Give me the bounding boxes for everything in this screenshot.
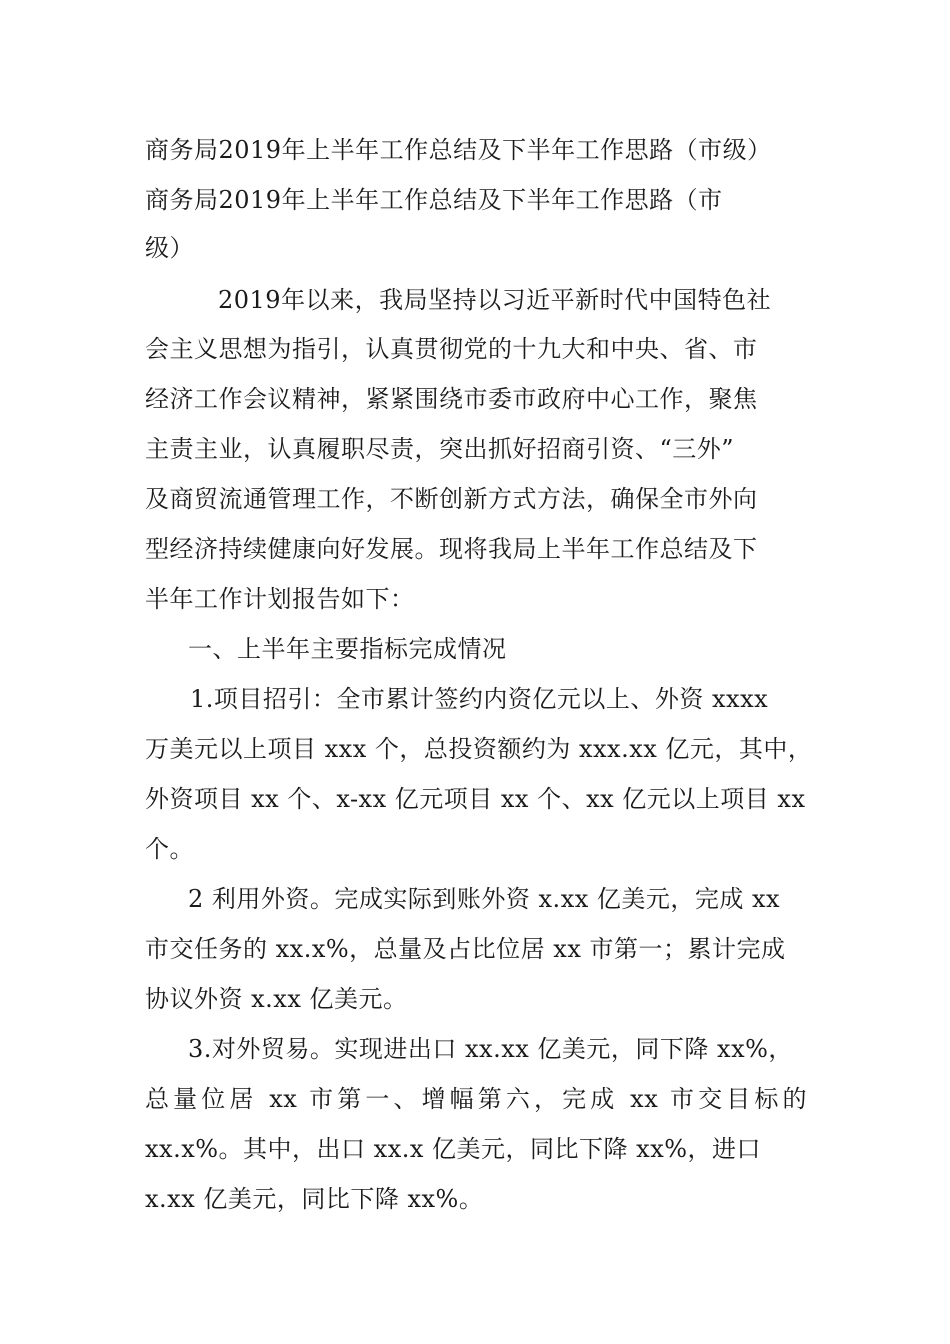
intro-paragraph-line: 主责主业，认真履职尽责，突出抓好招商引资、“三外” [145, 435, 735, 463]
item3-line: xx.x%。其中，出口 xx.x 亿美元，同比下降 xx%，进口 [145, 1135, 762, 1163]
item3-line: x.xx 亿美元，同比下降 xx%。 [145, 1185, 484, 1213]
document-title: 商务局2019年上半年工作总结及下半年工作思路（市级） [145, 136, 772, 164]
item2-line: 协议外资 x.xx 亿美元。 [145, 985, 408, 1013]
item1-line: 1.项目招引：全市累计签约内资亿元以上、外资 xxxx [190, 685, 769, 713]
intro-paragraph-line: 型经济持续健康向好发展。现将我局上半年工作总结及下 [145, 535, 758, 563]
intro-paragraph-line: 半年工作计划报告如下： [145, 585, 415, 613]
document-subtitle-line: 商务局2019年上半年工作总结及下半年工作思路（市 [145, 186, 723, 214]
item3-line: 总量位居 xx 市第一、增幅第六，完成 xx 市交目标的 [145, 1085, 807, 1113]
item2-line: 2 利用外资。完成实际到账外资 x.xx 亿美元，完成 xx [188, 885, 781, 913]
intro-paragraph-line: 经济工作会议精神，紧紧围绕市委市政府中心工作，聚焦 [145, 385, 758, 413]
intro-paragraph-line: 及商贸流通管理工作，不断创新方式方法，确保全市外向 [145, 485, 758, 513]
item1-line: 万美元以上项目 xxx 个，总投资额约为 xxx.xx 亿元，其中， [145, 735, 813, 763]
intro-paragraph-line: 2019年以来，我局坚持以习近平新时代中国特色社 [218, 286, 772, 314]
intro-paragraph-line: 会主义思想为指引，认真贯彻党的十九大和中央、省、市 [145, 335, 758, 363]
item1-line: 个。 [145, 835, 194, 863]
document-subtitle-line: 级） [145, 234, 194, 262]
item3-line: 3.对外贸易。实现进出口 xx.xx 亿美元，同下降 xx%， [188, 1035, 793, 1063]
item2-line: 市交任务的 xx.x%，总量及占比位居 xx 市第一；累计完成 [145, 935, 786, 963]
section-heading: 一、上半年主要指标完成情况 [188, 635, 507, 663]
item1-line: 外资项目 xx 个、x-xx 亿元项目 xx 个、xx 亿元以上项目 xx [145, 785, 806, 813]
